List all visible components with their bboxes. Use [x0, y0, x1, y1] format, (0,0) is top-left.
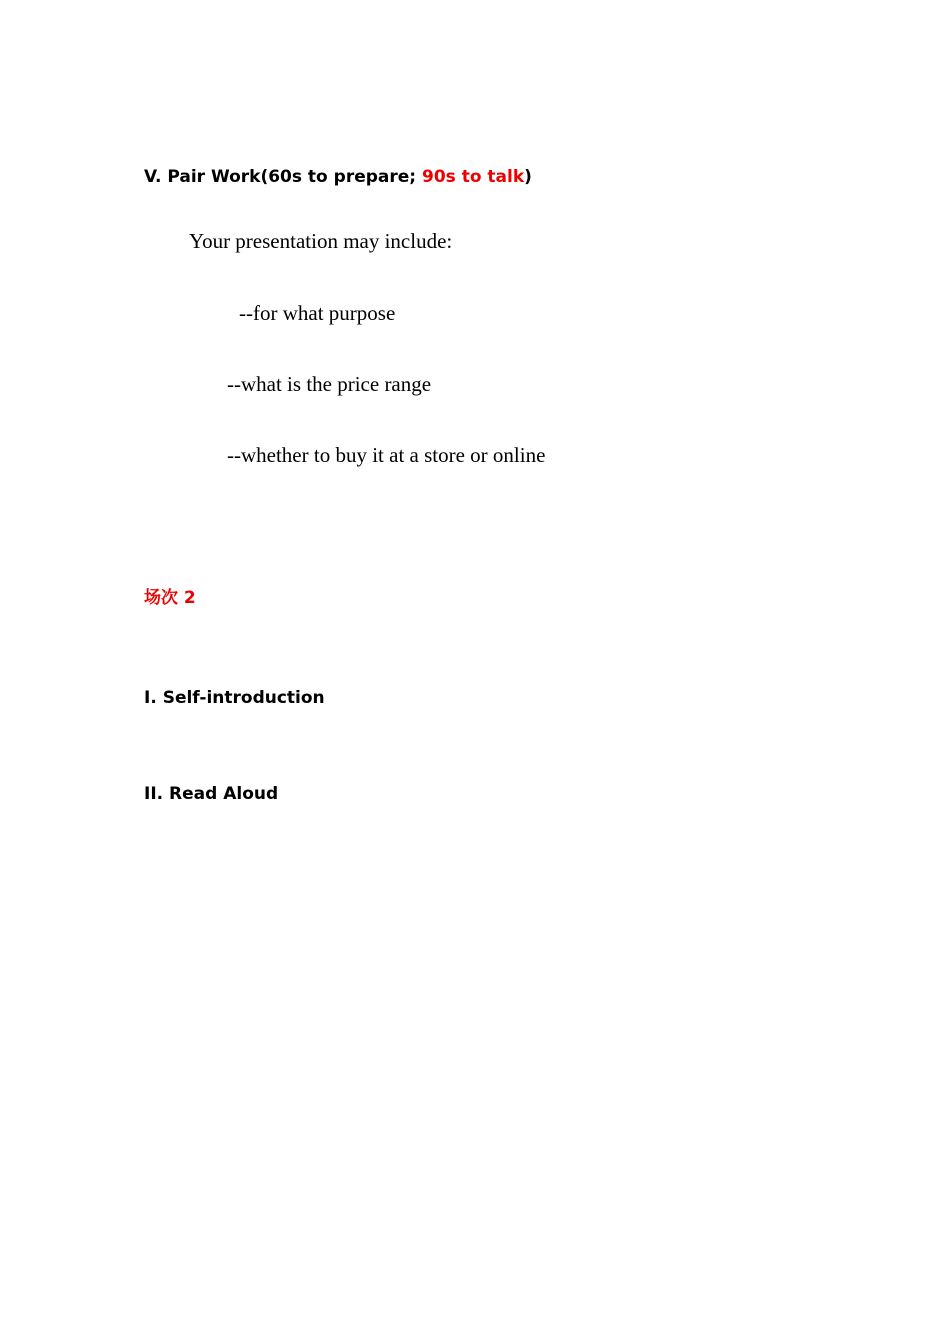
- presentation-item-store-or-online: --whether to buy it at a store or online: [227, 443, 546, 467]
- section-v-suffix: ): [524, 167, 532, 187]
- presentation-item-price-range: --what is the price range: [227, 372, 432, 396]
- section-v-highlight: 90s to talk: [422, 167, 525, 187]
- session-label: 场次 2: [144, 588, 196, 608]
- section-ii-heading: II. Read Aloud: [144, 784, 279, 804]
- section-v-prefix: V. Pair Work(60s to prepare;: [144, 167, 423, 187]
- presentation-item-purpose: --for what purpose: [239, 301, 396, 325]
- presentation-intro: Your presentation may include:: [189, 229, 453, 253]
- section-i-heading: I. Self-introduction: [144, 688, 325, 708]
- section-v-heading: [144, 169, 532, 186]
